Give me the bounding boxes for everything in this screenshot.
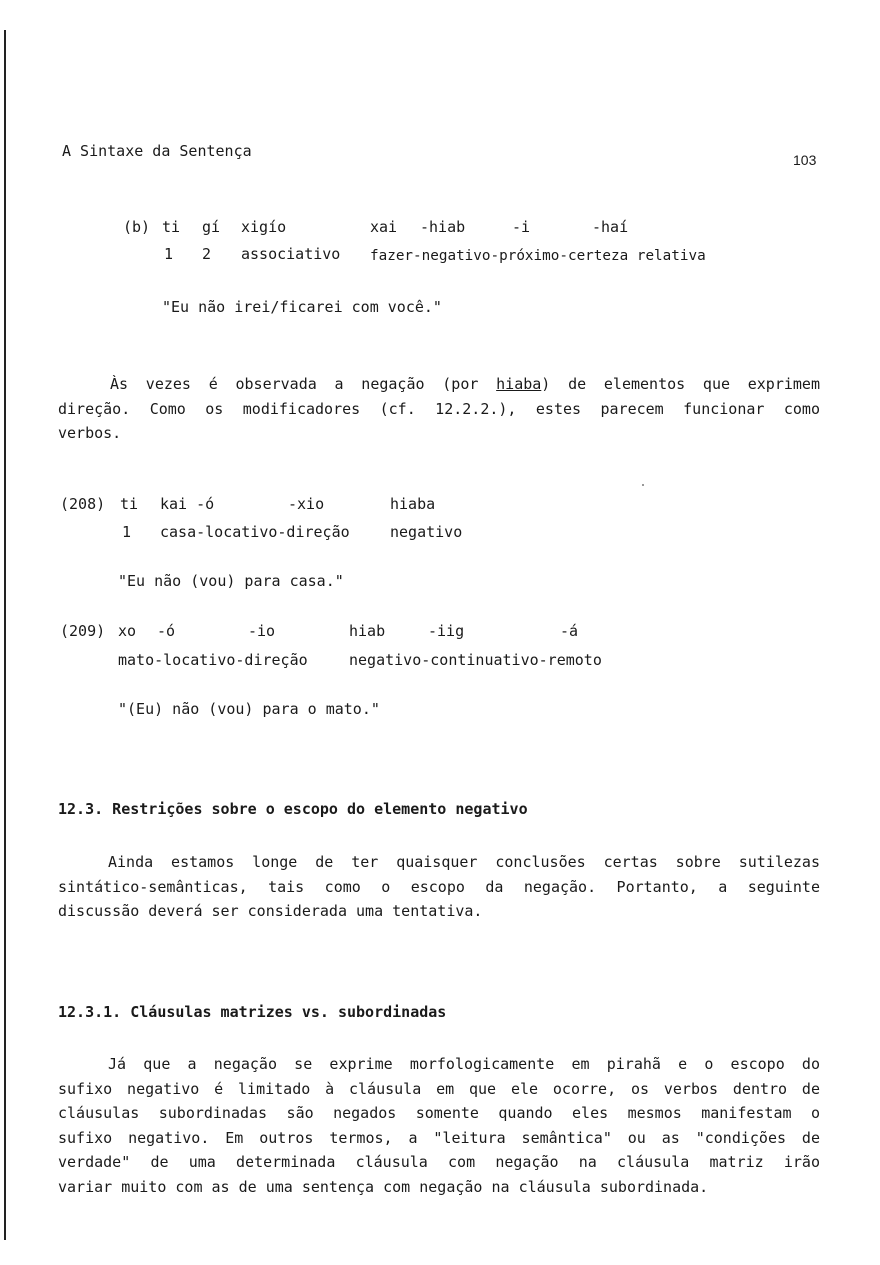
morpheme: hiab [349,622,386,640]
paragraph-line: verdade" de uma determinada cláusula com negação na cláusula matriz irão [58,1153,820,1171]
morpheme: ti [120,495,139,513]
example-label: (209) [60,622,106,640]
paragraph-line: sufixo negativo é limitado à cláusula em que ele ocorre, os verbos dentro de [58,1079,820,1098]
paragraph-line: sintático-semânticas, tais como o escopo da negação. Portanto, a seguinte [58,877,820,896]
morpheme: hiaba [390,495,436,513]
text-run: Às vezes é observada a negação (por [110,375,497,393]
paragraph-line: cláusulas subordinadas são negados somente quando eles mesmos manifestam o [58,1104,820,1122]
morpheme: xai [370,218,398,236]
paragraph-line: Ainda estamos longe de ter quaisquer conclusões certas sobre sutilezas [108,853,820,871]
paragraph-line: sufixo negativo. Em outros termos, a "leitura semântica" ou as "condições de [58,1128,820,1147]
page-number: 103 [793,152,817,168]
gloss: negativo-continuativo-remoto [349,651,602,669]
translation: "(Eu) não (vou) para o mato." [118,700,380,718]
paragraph-12-3-1 [58,1052,820,1199]
morpheme: -á [560,622,579,640]
translation: "Eu não (vou) para casa." [118,572,344,590]
underlined-word: hiaba [496,375,542,393]
morpheme: -hiab [420,218,466,236]
section-heading-12-3-1: 12.3.1. Cláusulas matrizes vs. subordinadas [58,1003,447,1021]
paragraph-line: Já que a negação se exprime morfologicamente em pirahã e o escopo do [108,1055,820,1073]
gloss: 2 [202,245,212,263]
scan-speck [642,484,644,486]
morpheme: ti [162,218,181,236]
morpheme: xo [118,622,137,640]
paragraph-line: verbos. [58,424,122,442]
running-title: A Sintaxe da Sentença [62,142,252,160]
gloss: casa-locativo-direção [160,523,350,541]
paragraph-line [58,372,820,397]
section-heading-12-3: 12.3. Restrições sobre o escopo do elemento negativo [58,800,528,818]
gloss: mato-locativo-direção [118,651,308,669]
morpheme: xigío [241,218,287,236]
gloss: fazer-negativo-próximo-certeza relativa [370,248,706,264]
morpheme: gí [202,218,221,236]
gloss: negativo [390,523,463,541]
paragraph-line: variar muito com as de uma sentença com negação na cláusula subordinada. [58,1177,709,1196]
gloss: 1 [122,523,132,541]
morpheme: -haí [592,218,629,236]
morpheme: kai -ó [160,495,215,513]
text-run: ) de elementos que exprimem [541,375,820,393]
morpheme: -i [512,218,531,236]
gloss: 1 [164,245,174,263]
example-label: (208) [60,495,106,513]
binding-edge-line [4,30,6,1240]
morpheme: -xio [288,495,325,513]
paragraph-line: discussão deverá ser considerada uma tentativa. [58,902,483,920]
morpheme: -ó [157,622,176,640]
morpheme: -io [248,622,276,640]
gloss: associativo [241,245,341,263]
paragraph-negation-direction [58,372,820,446]
example-label: (b) [123,218,151,236]
translation: "Eu não irei/ficarei com você." [162,298,442,316]
morpheme: -iig [428,622,465,640]
paragraph-12-3 [58,850,820,924]
paragraph-line: direção. Como os modificadores (cf. 12.2.2.), estes parecem funcionar como [58,399,820,418]
